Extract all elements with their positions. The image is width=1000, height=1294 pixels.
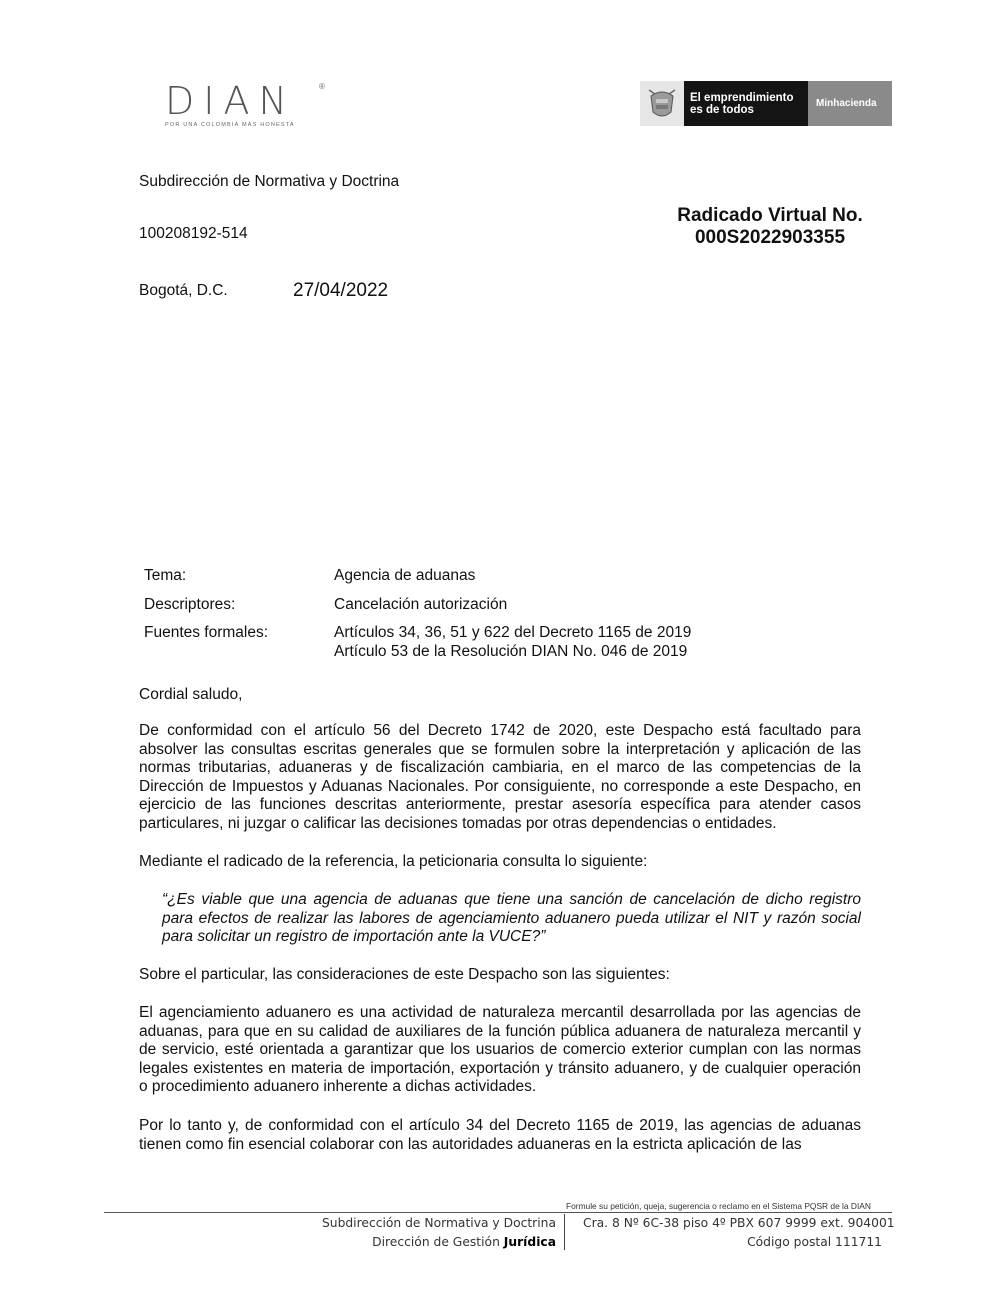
tema-value: Agencia de aduanas	[334, 567, 476, 584]
government-slogan-line2: es de todos	[690, 103, 754, 116]
dian-logo-text: DIAN	[165, 79, 296, 123]
footer-subdireccion: Subdirección de Normativa y Doctrina	[321, 1216, 556, 1230]
paragraph-articulo-34: Por lo tanto y, de conformidad con el artículo 34 del Decreto 1165 de 2019, las agencias de aduanas tienen como fin esencial colaborar con las autoridades aduaneras en la estricta aplicación de las	[139, 1117, 861, 1153]
dian-logo-tagline: POR UNA COLOMBIA MÁS HONESTA	[165, 122, 295, 128]
descriptores-label: Descriptores:	[144, 596, 236, 613]
fuentes-value-2: Artículo 53 de la Resolución DIAN No. 046 de 2019	[334, 643, 688, 660]
footer-divider	[104, 1212, 892, 1213]
footer-direccion	[372, 1233, 556, 1252]
consulta-quote: “¿Es viable que una agencia de aduanas que tiene una sanción de cancelación de dicho registro para efectos de realizar las labores de agenciamiento aduanero pueda utilizar el NIT y razón social para solicitar un registro de importación ante la VUCE?”	[162, 891, 861, 946]
paragraph-competence: De conformidad con el artículo 56 del Decreto 1742 de 2020, este Despacho está facultado para absolver las consultas escritas generales que se formulen sobre la interpretación y aplicación de las normas tributarias, aduaneras y de fiscalización cambiaria, en el marco de las competencias de la Dirección de Impuestos y Aduanas Nacionales. Por consiguiente, no corresponde a este Despacho, en ejercicio de las funciones descritas anteriormente, prestar asesoría específica para atender casos particulares, ni juzgar o calificar las decisiones tomadas por otras dependencias o entidades.	[139, 722, 861, 832]
descriptores-value: Cancelación autorización	[334, 596, 508, 613]
reference-number: 100208192-514	[139, 225, 248, 242]
ministry-name: Minhacienda	[808, 81, 892, 126]
radicado-block	[640, 205, 900, 249]
coat-of-arms-icon	[640, 81, 684, 126]
city: Bogotá, D.C.	[139, 282, 228, 299]
letter-date: 27/04/2022	[293, 280, 389, 301]
government-logo	[640, 81, 892, 126]
footer-vertical-divider	[564, 1214, 565, 1250]
footer-direccion-prefix: Dirección de Gestión	[372, 1235, 504, 1249]
greeting: Cordial saludo,	[139, 686, 243, 703]
government-slogan-line1: El emprendimiento	[690, 91, 794, 104]
footer-pqsr-note: Formule su petición, queja, sugerencia o reclamo en el Sistema PQSR de la DIAN	[566, 1201, 871, 1211]
subdireccion-heading: Subdirección de Normativa y Doctrina	[139, 173, 400, 190]
fuentes-label: Fuentes formales:	[144, 624, 269, 641]
footer-address: Cra. 8 Nº 6C-38 piso 4º PBX 607 9999 ext. 904001	[583, 1216, 895, 1230]
footer-direccion-bold: Jurídica	[503, 1235, 556, 1249]
footer-postal-code: Código postal 111711	[747, 1235, 882, 1249]
radicado-label: Radicado Virtual No.	[677, 205, 863, 226]
fuentes-value-1: Artículos 34, 36, 51 y 622 del Decreto 1165 de 2019	[334, 624, 692, 641]
paragraph-consulta-intro: Mediante el radicado de la referencia, la peticionaria consulta lo siguiente:	[139, 853, 648, 870]
paragraph-consideraciones-intro: Sobre el particular, las consideraciones de este Despacho son las siguientes:	[139, 966, 670, 983]
dian-logo	[165, 79, 325, 128]
government-slogan	[684, 81, 808, 126]
radicado-number: 000S2022903355	[694, 227, 846, 248]
paragraph-agenciamiento: El agenciamiento aduanero es una actividad de naturaleza mercantil desarrollada por las agencias de aduanas, para que en su calidad de auxiliares de la función pública aduanera de naturaleza mercantil y de servicio, esté orientada a garantizar que los usuarios de comercio exterior cumplan con las normas legales existentes en materia de importación, exportación y tránsito aduanero, y de cualquier operación o procedimiento aduanero inherente a dichas actividades.	[139, 1004, 861, 1096]
registered-mark-icon: ®	[319, 82, 325, 91]
tema-label: Tema:	[144, 567, 187, 584]
